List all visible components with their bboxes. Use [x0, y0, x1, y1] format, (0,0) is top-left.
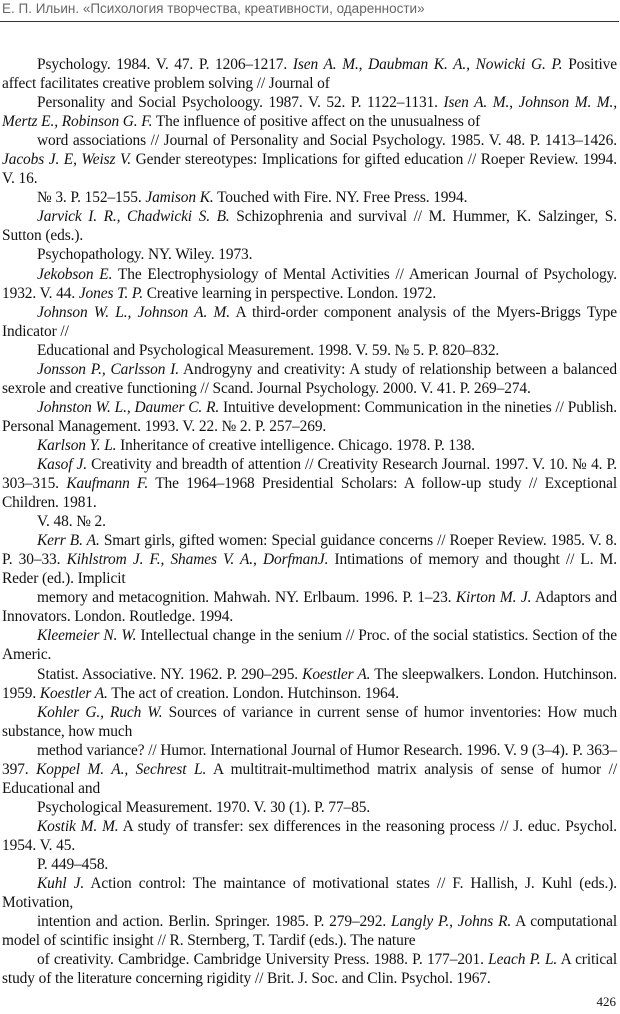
- reference-paragraph: [2, 131, 617, 188]
- reference-text: Creativity and breadth of attention // Creativity Research Journal. 1997. V. 10. № 4. P. 303–315.: [2, 455, 617, 493]
- author-names: Jonsson P., Carlsson I.: [37, 360, 179, 378]
- reference-paragraph: [2, 303, 617, 341]
- reference-text: Androgyny and creativity: A study of relationship between a balanced sexrole and creative functioning // Scand. Journal Psychology. 2000. V. 41. P. 269–274.: [2, 360, 617, 397]
- reference-paragraph: [2, 531, 617, 588]
- author-names: Kihlstrom J. F., Shames V. A., DorfmanJ.: [66, 551, 329, 569]
- reference-text: The act of creation. London. Hutchinson. 1964.: [107, 684, 399, 702]
- reference-text: P. 449–458.: [37, 855, 109, 873]
- reference-text: Positive affect facilitates creative problem solving // Journal of: [2, 56, 618, 93]
- reference-paragraph: [2, 245, 617, 264]
- reference-list: [2, 55, 617, 988]
- reference-paragraph: [2, 360, 617, 398]
- reference-text: A study of transfer: sex differences in the reasoning process // J. educ. Psychol. 1954. V. 45.: [2, 817, 617, 854]
- reference-text: Psychology. 1984. V. 47. P. 1206–1217.: [37, 56, 293, 73]
- author-names: Koppel M. A., Sechrest L.: [36, 760, 207, 778]
- reference-text: Gender stereotypes: Implications for gifted education // Roeper Review. 1994. V. 16.: [2, 151, 617, 188]
- reference-paragraph: [2, 855, 617, 874]
- reference-text: of creativity. Cambridge. Cambridge University Press. 1988. P. 177–201.: [37, 951, 489, 969]
- reference-paragraph: [2, 950, 617, 988]
- reference-text: The sleepwalkers. London. Hutchinson. 1959.: [2, 665, 617, 702]
- author-names: Isen A. M., Johnson M. M., Mertz E., Robinson G. F.: [2, 94, 618, 131]
- author-names: Johnson W. L., Johnson A. M.: [37, 303, 231, 321]
- reference-paragraph: [2, 741, 617, 798]
- reference-text: Intuitive development: Communication in the nineties // Publish. Personal Management. 1993. V. 22. № 2. P. 257–269.: [2, 398, 617, 435]
- reference-paragraph: [2, 341, 617, 360]
- reference-paragraph: [2, 55, 617, 93]
- reference-text: A multitrait-multimethod matrix analysis of sense of humor // Educational and: [2, 760, 617, 797]
- author-names: Koestler A.: [302, 665, 371, 683]
- author-names: Johnston W. L., Daumer C. R.: [37, 398, 220, 416]
- reference-text: The Electrophysiology of Mental Activities // American Journal of Psychology. 1932. V. 44.: [2, 265, 617, 302]
- reference-paragraph: [2, 455, 617, 512]
- author-names: Jones T. P.: [78, 284, 143, 302]
- author-names: Kaufmann F.: [66, 475, 149, 493]
- reference-text: word associations // Journal of Personality and Social Psychology. 1985. V. 48. P. 1413–1426.: [37, 132, 617, 150]
- reference-paragraph: [2, 265, 617, 303]
- reference-text: Psychological Measurement. 1970. V. 30 (1). P. 77–85.: [37, 798, 371, 816]
- reference-text: Creative learning in perspective. London. 1972.: [142, 284, 437, 302]
- reference-paragraph: [2, 665, 617, 703]
- reference-text: Intimations of memory and thought // L. M. Reder (ed.). Implicit: [2, 551, 617, 588]
- reference-paragraph: [2, 588, 617, 626]
- reference-paragraph: [2, 703, 617, 741]
- author-names: Jamison K.: [145, 189, 214, 207]
- reference-paragraph: [2, 188, 617, 207]
- author-names: Jekobson E.: [37, 265, 113, 283]
- reference-paragraph: [2, 436, 617, 455]
- author-names: Kostik M. M.: [37, 817, 119, 835]
- reference-text: Psychopathology. NY. Wiley. 1973.: [37, 246, 253, 264]
- reference-paragraph: [2, 817, 617, 855]
- reference-text: Educational and Psychological Measurement. 1998. V. 59. № 5. P. 820–832.: [37, 341, 500, 359]
- page-number: 426: [596, 994, 616, 1009]
- reference-text: Inheritance of creative intelligence. Chicago. 1978. P. 138.: [116, 436, 475, 454]
- author-names: Kleemeier N. W.: [37, 627, 137, 645]
- reference-text: Statist. Associative. NY. 1962. P. 290–295.: [37, 665, 303, 683]
- author-names: Jacobs J. E, Weisz V.: [2, 151, 132, 169]
- author-names: Karlson Y. L.: [37, 436, 117, 454]
- author-names: Kirton M. J.: [455, 589, 532, 607]
- reference-paragraph: [2, 798, 617, 817]
- reference-text: Personality and Social Psycholoogy. 1987. V. 52. P. 1122–1131.: [37, 94, 444, 112]
- reference-paragraph: [2, 207, 617, 245]
- author-names: Kasof J.: [37, 455, 87, 473]
- reference-text: method variance? // Humor. International Journal of Humor Research. 1996. V. 9 (3–4). P. 363–397.: [2, 741, 617, 778]
- reference-text: Smart girls, gifted women: Special guidance concerns // Roeper Review. 1985. V. 8. P. 30–33.: [2, 532, 617, 569]
- author-names: Langly P., Johns R.: [390, 913, 512, 931]
- header-rule: [0, 21, 619, 22]
- author-names: Koestler A.: [39, 684, 108, 702]
- reference-text: intention and action. Berlin. Springer. 1985. P. 279–292.: [37, 913, 391, 931]
- reference-text: Touched with Fire. NY. Free Press. 1994.: [213, 189, 468, 207]
- reference-paragraph: [2, 398, 617, 436]
- reference-text: Adaptors and Innovators. London. Routledge. 1994.: [2, 589, 617, 626]
- reference-text: Schizophrenia and survival // M. Hummer, K. Salzinger, S. Sutton (eds.).: [2, 208, 618, 245]
- reference-text: A third-order component analysis of the Myers-Briggs Type Indicator //: [2, 303, 617, 340]
- author-names: Leach P. L.: [488, 951, 558, 969]
- author-names: Kerr B. A.: [37, 532, 100, 550]
- reference-paragraph: [2, 912, 617, 950]
- reference-text: The 1964–1968 Presidential Scholars: A follow-up study // Exceptional Children. 1981.: [2, 475, 617, 512]
- reference-text: № 3. P. 152–155.: [37, 189, 146, 207]
- reference-text: Intellectual change in the senium // Proc. of the social statistics. Section of the Americ.: [2, 627, 618, 664]
- reference-text: Action control: The maintance of motivational states // F. Hallish, J. Kuhl (eds.). Motivation,: [2, 875, 617, 912]
- author-names: Jarvick I. R., Chadwicki S. B.: [37, 208, 230, 226]
- reference-text: A computational model of scintific insight // R. Sternberg, T. Tardif (eds.). The nature: [2, 913, 617, 950]
- author-names: Kuhl J.: [37, 875, 85, 893]
- reference-paragraph: [2, 874, 617, 912]
- reference-text: Sources of variance in current sense of humor inventories: How much substance, how much: [2, 703, 618, 740]
- reference-paragraph: [2, 512, 617, 531]
- reference-text: memory and metacognition. Mahwah. NY. Erlbaum. 1996. P. 1–23.: [37, 589, 456, 607]
- author-names: Kohler G., Ruch W.: [37, 703, 163, 721]
- running-header: Е. П. Ильин. «Психология творчества, креативности, одаренности»: [2, 1, 425, 16]
- author-names: Isen A. M., Daubman K. A., Nowicki G. P.: [292, 56, 563, 73]
- reference-text: V. 48. № 2.: [37, 513, 106, 531]
- reference-text: A critical study of the literature concerning rigidity // Brit. J. Soc. and Clin. Psychol. 1967.: [2, 951, 617, 988]
- reference-text: The influence of positive affect on the unusualness of: [152, 113, 481, 131]
- reference-paragraph: [2, 626, 617, 664]
- reference-paragraph: [2, 93, 617, 131]
